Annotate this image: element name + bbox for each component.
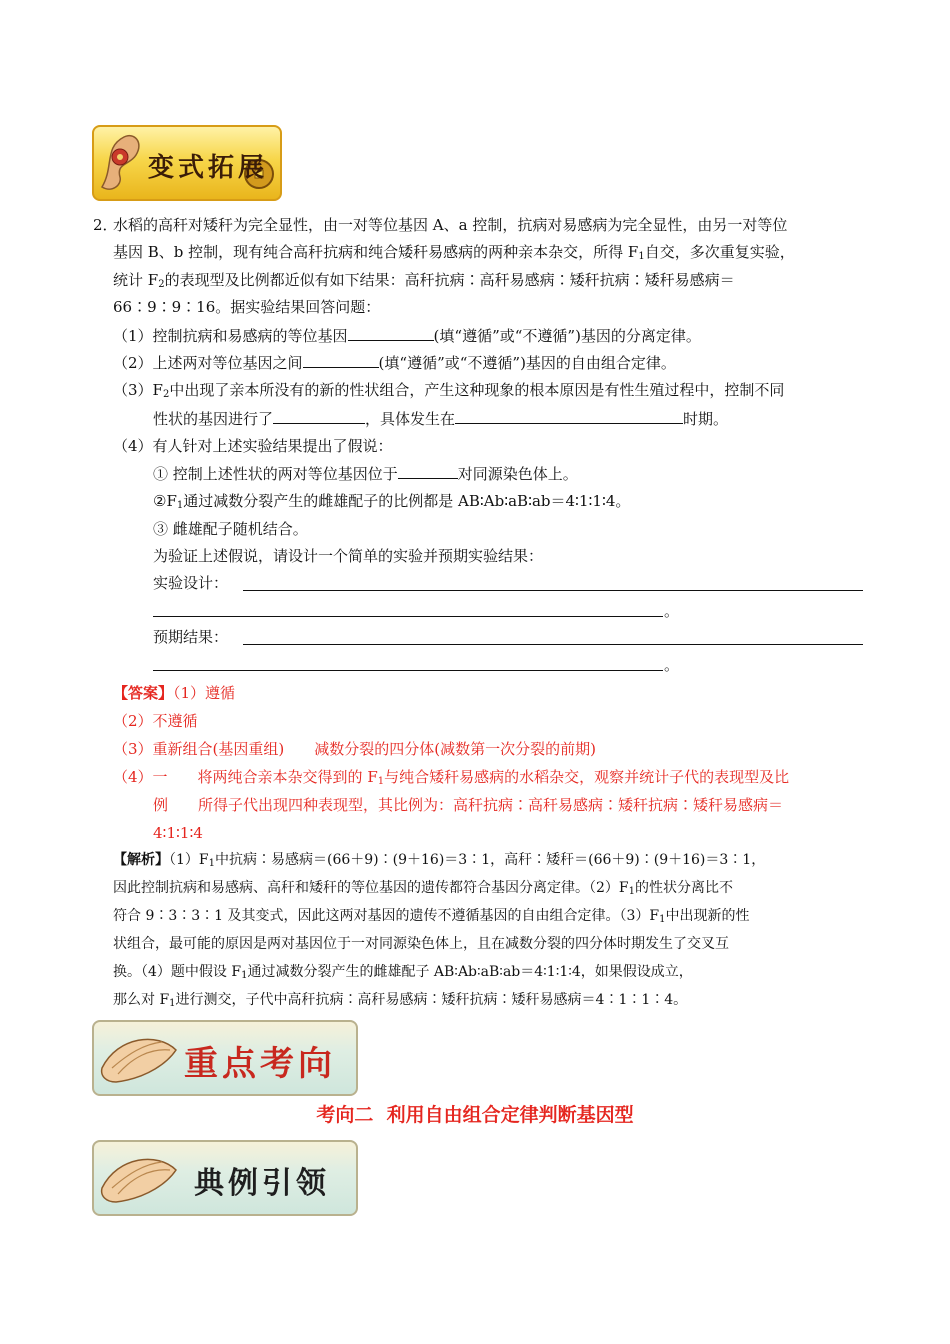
answer-blank-4[interactable] xyxy=(455,408,683,424)
answer-blank-2[interactable] xyxy=(303,352,379,368)
example-banner xyxy=(92,1140,358,1216)
answer-line-4: （4）一 将两纯合亲本杂交得到的 $F_1$与纯合矮秆易感病的水稻杂交，观察并统计子代的表现型及比 xyxy=(113,768,790,787)
analysis-line-5: 换。（4）题中假设 $F_1$通过减数分裂产生的雌雄配子 AB∶Ab∶aB∶ab＝4∶1∶1∶4，如果假设成立， xyxy=(113,964,693,981)
answer-line-5: 例 所得子代出现四种表现型，其比例为：高秆抗病∶高秆易感病∶矮秆抗病∶矮秆易感病＝ xyxy=(153,796,784,814)
subquestion-1: （1）控制抗病和易感病的等位基因 (填“遵循”或“不遵循”)基因的分离定律。 xyxy=(113,327,701,345)
design-line-1[interactable] xyxy=(243,590,863,591)
variant-banner xyxy=(92,125,282,201)
stem-line-4: 66∶9∶9∶16。据实验结果回答问题： xyxy=(113,298,381,316)
design-line-2[interactable] xyxy=(153,616,663,617)
ornament-icon xyxy=(94,127,154,199)
answer-blank-3[interactable] xyxy=(273,408,365,424)
stem-line-2: 基因 B、b 控制，现有纯合高秆抗病和纯合矮秆易感病的两种亲本杂交，所得 $F_1$自交，多次重复实验， xyxy=(113,243,795,262)
focus-banner-title: 重点考向 xyxy=(184,1044,336,1084)
answer-line-1: 【答案】（1）遵循 xyxy=(113,684,236,702)
subquestion-3-line-1: $(3)F_2$中出现了亲本所没有的新的性状组合，产生这种现象的根本原因是有性生殖过程中，控制不同 xyxy=(113,381,785,400)
analysis-tag: 【解析】 xyxy=(113,852,169,868)
answer-line-6: 4∶1∶1∶4 xyxy=(153,824,203,842)
subquestion-4: （4）有人针对上述实验结果提出了假说： xyxy=(113,437,393,455)
analysis-line-3: 符合 9∶3∶3∶1 及其变式，因此这两对基因的遗传不遵循基因的自由组合定律。$(3)F_1$中出现新的性 xyxy=(113,908,750,925)
verify-prompt: 为验证上述假说，请设计一个简单的实验并预期实验结果： xyxy=(153,547,544,565)
analysis-line-4: 状组合，最可能的原因是两对基因位于一对同源染色体上，且在减数分裂的四分体时期发生了交叉互 xyxy=(113,936,729,952)
shell-icon xyxy=(98,1148,180,1208)
variant-banner-title: 变式拓展 xyxy=(148,153,269,183)
shell-icon xyxy=(98,1028,180,1088)
stem-line-1: 水稻的高秆对矮秆为完全显性，由一对等位基因 A、a 控制，抗病对易感病为完全显性，由另一对等位 xyxy=(113,216,788,234)
design-period: 。 xyxy=(664,602,680,620)
question-number: 2． xyxy=(93,216,118,234)
focus-banner xyxy=(92,1020,358,1096)
expect-line-1[interactable] xyxy=(243,644,863,645)
hypothesis-1: ① 控制上述性状的两对等位基因位于 对同源染色体上。 xyxy=(153,465,578,483)
analysis-line-6: 那么对 $F_1$进行测交，子代中高秆抗病∶高秆易感病∶矮秆抗病∶矮秆易感病＝4∶1∶1∶4。 xyxy=(113,992,688,1009)
expect-period: 。 xyxy=(664,656,680,674)
section-title: 考向二 利用自由组合定律判断基因型 xyxy=(316,1104,634,1126)
answer-line-3: （3）重新组合(基因重组) 减数分裂的四分体(减数第一次分裂的前期) xyxy=(113,740,596,758)
subquestion-3-line-2: 性状的基因进行了 ，具体发生在 时期。 xyxy=(153,410,729,428)
answer-tag: 【答案】 xyxy=(113,684,174,702)
answer-blank-5[interactable] xyxy=(398,463,458,479)
analysis-line-2: 因此控制抗病和易感病、高秆和矮秆的等位基因的遗传都符合基因分离定律。$(2)F_1$的性状分离比不 xyxy=(113,880,733,897)
answer-line-2: （2）不遵循 xyxy=(113,712,198,730)
example-banner-title: 典例引领 xyxy=(194,1166,330,1201)
hypothesis-2: $②F_1$通过减数分裂产生的雌雄配子的比例都是 AB∶Ab∶aB∶ab＝4∶1∶1∶4。 xyxy=(153,492,631,511)
expect-label: 预期结果： xyxy=(153,628,229,646)
stem-line-3: 统计 $F_2$的表现型及比例都近似有如下结果：高秆抗病∶高秆易感病∶矮秆抗病∶矮秆易感病＝ xyxy=(113,271,735,290)
subquestion-2: （2）上述两对等位基因之间 (填“遵循”或“不遵循”)基因的自由组合定律。 xyxy=(113,354,676,372)
design-label: 实验设计： xyxy=(153,574,229,592)
hypothesis-3: ③ 雌雄配子随机结合。 xyxy=(153,520,308,538)
analysis-line-1: 【解析】$(1)F_1$中抗病∶易感病＝(66＋9)∶(9＋16)＝3∶1，高秆∶矮秆＝(66＋9)∶(9＋16)＝3∶1， xyxy=(113,852,766,869)
answer-blank-1[interactable] xyxy=(348,325,434,341)
expect-line-2[interactable] xyxy=(153,670,663,671)
